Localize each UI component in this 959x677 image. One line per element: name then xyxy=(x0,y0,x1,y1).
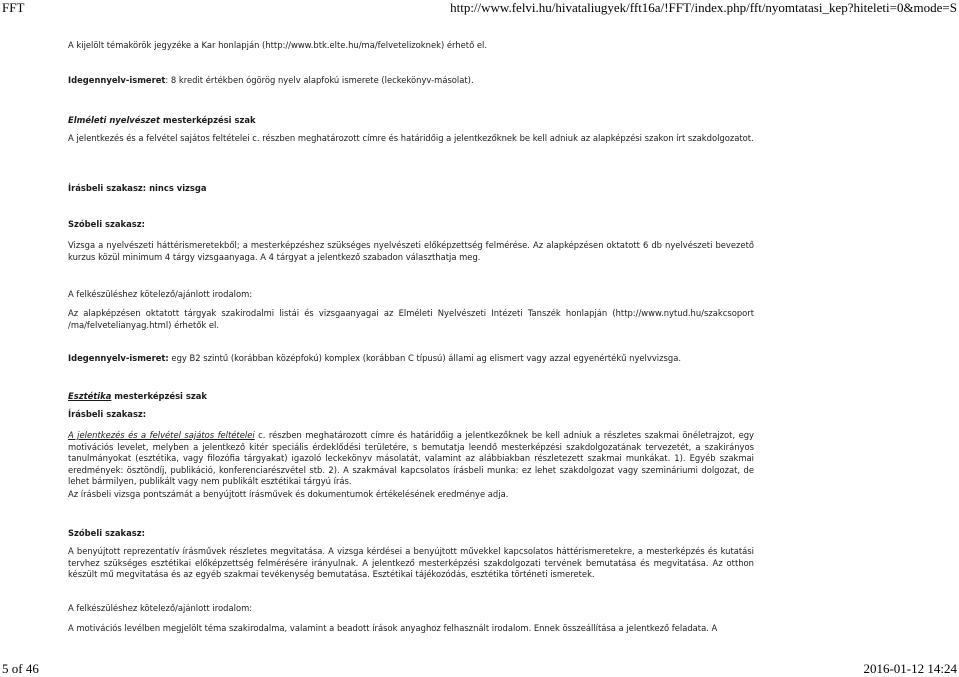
heading-theoretical-linguistics xyxy=(68,115,754,127)
page-counter: 5 of 46 xyxy=(2,661,39,676)
print-footer xyxy=(0,661,959,677)
heading-aesthetics xyxy=(68,391,754,403)
heading-rest-aesthetics: mesterképzési szak xyxy=(111,391,207,401)
text-language-exam: egy B2 szintű (korábban középfokú) komplex (korábban C típusú) állami ag elismert vagy azzal egyenértékű nyelvvizsga. xyxy=(168,353,681,363)
written-stage-label: Írásbeli szakasz: nincs vizsga xyxy=(68,183,207,193)
paragraph-topics-link: A kijelölt témakörök jegyzéke a Kar honlapján (http://www.btk.elte.hu/ma/felvetelizoknek) érhető el. xyxy=(68,40,488,50)
text-aesthetics-application: c. részben meghatározott címre és határidőig a jelentkezőknek be kell adniuk a részletes szakmai önéletrajzot, egy motivációs levelet, melyben a jelentkező kitér speciális érdeklődési területére, s bemutatja leendő mesterképzési szakdolgozatának tervezetét, a szakirányos tanulmányokat (esztétika, vagy filozófia tárgyakat) igazoló leckekönyv másolatát, valamint az alábbiakban részletezett szakmai munkákat. 1). Egyéb szakmai eredmények: ösztöndíj, publikáció, konferenciarészvétel stb. 2). A szakmával kapcsolatos írásbeli munka: ez lehet szakdolgozat vagy szemináriumi dolgozat, de lehet bármilyen, publikált vagy nem publikált esztétikai tárgyú írás. xyxy=(68,430,754,487)
print-timestamp: 2016-01-12 14:24 xyxy=(863,661,957,676)
text-language: : 8 kredit értékben ógörög nyelv alapfokú ismerete (leckekönyv-másolat). xyxy=(165,75,474,85)
heading-rest: mesterképzési szak xyxy=(160,115,256,125)
oral-stage-label-aesthetics: Szóbeli szakasz: xyxy=(68,528,145,538)
paragraph-aesthetics-application xyxy=(68,430,754,488)
paragraph-literature-aesthetics: A motivációs levélben megjelölt téma szakirodalma, valamint a beadott írások anyaghoz felhasznált irodalom. Ennek összeállítása a jelentkező feladata. A xyxy=(68,623,718,633)
paragraph-literature: Az alapképzésen oktatott tárgyak szakirodalmi listái és vizsgaanyagai az Elméleti Nyelvészeti Intézeti Tanszék honlapján (http://www.nytud.hu/szakcsoport /ma/felvetelianyag.html) érhetők el. xyxy=(68,308,754,330)
paragraph-language-exam xyxy=(68,353,754,365)
paragraph-application: A jelentkezés és a felvétel sajátos feltételei c. részben meghatározott címre és határidőig a jelentkezőknek be kell adniuk az alapképzési szakon írt szakdolgozatot. xyxy=(68,133,754,143)
paragraph-oral-exam: Vizsga a nyelvészeti háttérismeretekből; a mesterképzéshez szükséges nyelvészeti előképzettség felmérése. Az alapképzésen oktatott 6 db nyelvészeti bevezető kurzus közül minimum 4 tárgy vizsgaanyaga. A 4 tárgyat a jelentkező szabadon választhatja meg. xyxy=(68,240,754,262)
print-header xyxy=(0,0,959,16)
heading-em-aesthetics: Esztétika xyxy=(68,391,112,401)
label-language: Idegennyelv-ismeret xyxy=(68,75,166,85)
paragraph-written-score: Az írásbeli vizsga pontszámát a benyújtott írásművek és dokumentumok értékelésének eredménye adja. xyxy=(68,489,509,499)
label-language-exam: Idegennyelv-ismeret: xyxy=(68,353,169,363)
literature-label: A felkészüléshez kötelező/ajánlott irodalom: xyxy=(68,289,253,299)
literature-label-aesthetics: A felkészüléshez kötelező/ajánlott irodalom: xyxy=(68,603,253,613)
header-url: http://www.felvi.hu/hivataliugyek/fft16a/!FFT/index.php/fft/nyomtatasi_kep?hiteleti=0&mode=S xyxy=(450,0,957,15)
paragraph-oral-aesthetics: A benyújtott reprezentatív írásművek részletes megvitatása. A vizsga kérdései a benyújtott művekkel kapcsolatos háttérismeretekre, a mesterképzés és kutatási tervhez szükséges esztétikai előképzettség felmérésére irányulnak. A jelentkező mesterképzési szakdolgozati tervének bemutatása és megvitatása. Az otthon készült mű megvitatása és az egyéb szakmai tevékenység bemutatása. Esztétikai tájékozódás, esztétika történeti ismeretek. xyxy=(68,546,754,580)
written-stage-label-aesthetics: Írásbeli szakasz: xyxy=(68,409,147,419)
oral-stage-label: Szóbeli szakasz: xyxy=(68,219,145,229)
header-left: FFT xyxy=(2,0,25,15)
heading-em: Elméleti nyelvészet xyxy=(68,115,160,125)
conditions-link[interactable]: A jelentkezés és a felvétel sajátos feltételei xyxy=(68,430,255,440)
paragraph-language-requirement xyxy=(68,75,754,87)
